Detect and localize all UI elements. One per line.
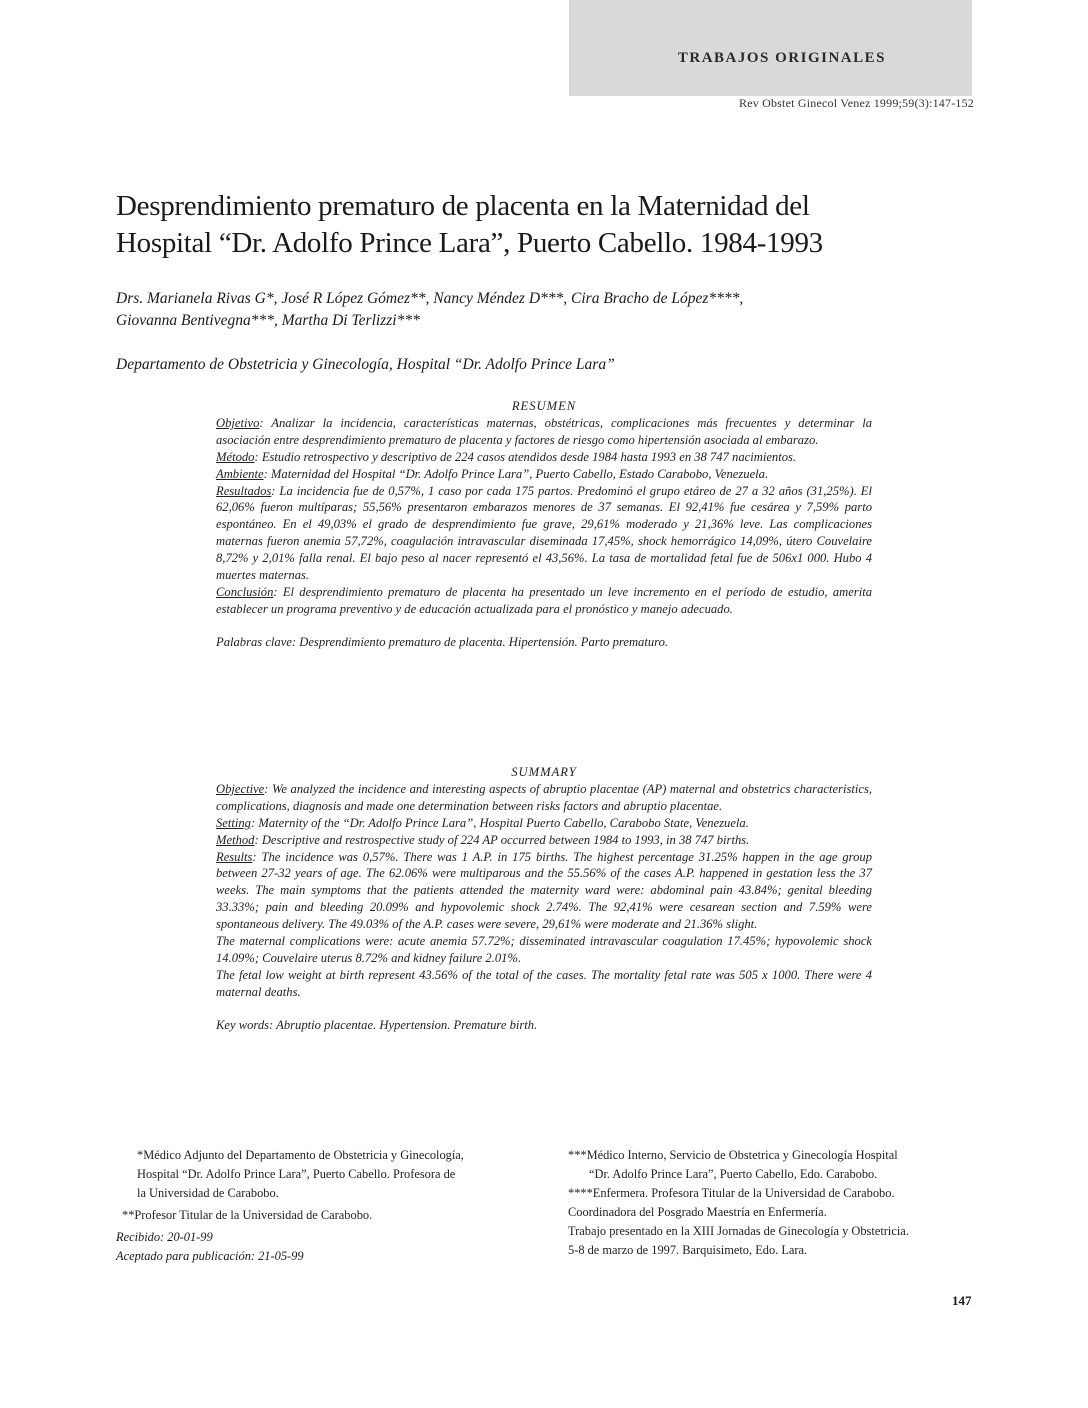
section-label: TRABAJOS ORIGINALES [677,50,886,66]
received-date: Recibido: 20-01-99 [116,1230,213,1244]
article-title-line-1: Desprendimiento prematuro de placenta en la Maternidad del [116,190,810,222]
resumen-objetivo-text: : Analizar la incidencia, características maternas, obstétricas, complicaciones más frecuentes y determinar la asociación entre desprendimiento prematuro de placenta y factores de riesgo como hipertensión asociada al embarazo. [216,415,872,447]
summary-results [216,849,872,934]
summary-objective-label: Objective [216,781,265,796]
resumen-ambiente [216,466,872,483]
summary-complications: The maternal complications were: acute anemia 57.72%; disseminated intravascular coagulation 17.45%; hypovolemic shock 14.09%; Couvelaire uterus 8.72% and kidney failure 2.01%. [216,934,872,965]
resumen-resultados [216,483,872,584]
summary-results-text: : The incidence was 0,57%. There was 1 A.P. in 175 births. The highest percentage 31.25% happen in the age group between 27-32 years of age. The 62.06% were multiparous and the 55.56% of the cases A.P. happened in gestation less the 37 weeks. The main symptoms that the patients attended the maternity ward were: abdominal pain 43.84%; genital bleeding 33.33%; pain and bleeding 20.09% and hypovolemic shock 2.74%. The 92,41% were cesarean section and 7.59% were spontaneous delivery. The 49.03% of the A.P. cases were severe, 29,61% were moderate and 21.36% slight. [216,849,872,932]
received-dates [116,1228,304,1266]
footnote-5-line-2: 5-8 de marzo de 1997. Barquisimeto, Edo. Lara. [568,1243,808,1257]
resumen-objetivo [216,415,872,449]
footnotes-left [116,1146,526,1225]
resumen-ambiente-label: Ambiente [216,466,264,481]
resumen-conclusion-label: Conclusión [216,584,274,599]
section-header-band [569,0,972,96]
summary-objective-text: : We analyzed the incidence and interesting aspects of abruptio placentae (AP) maternal and obstetrics characteristics, complications, diagnosis and made one determination between risks factors and abruptio placentae. [216,781,872,813]
summary-results-label: Results [216,849,253,864]
resumen-resultados-label: Resultados [216,483,272,498]
summary-setting [216,815,872,832]
summary-abstract [216,764,872,1034]
summary-fetal: The fetal low weight at birth represent 43.56% of the total of the cases. The mortality fetal rate was 505 x 1000. There were 4 maternal deaths. [216,967,872,999]
resumen-metodo-text: : Estudio retrospectivo y descriptivo de 224 casos atendidos desde 1984 hasta 1993 en 38 747 nacimientos. [254,449,797,464]
footnote-5-line-1: Trabajo presentado en la XIII Jornadas de Ginecología y Obstetricia. [568,1224,909,1238]
summary-method [216,832,872,849]
affiliation: Departamento de Obstetricia y Ginecología, Hospital “Dr. Adolfo Prince Lara” [116,356,615,373]
resumen-metodo-label: Método [216,449,255,464]
footnotes-right [568,1146,978,1260]
resumen-keywords: Palabras clave: Desprendimiento prematuro de placenta. Hipertensión. Parto prematuro. [216,634,669,649]
article-title-line-2: Hospital “Dr. Adolfo Prince Lara”, Puerto Cabello. 1984-1993 [116,227,823,259]
footnote-1-line-3: la Universidad de Carabobo. [137,1186,279,1200]
resumen-objetivo-label: Objetivo [216,415,260,430]
summary-setting-text: : Maternity of the “Dr. Adolfo Prince Lara”, Hospital Puerto Cabello, Carabobo State, Venezuela. [250,815,749,830]
page-number: 147 [952,1293,972,1308]
footnote-4-line-2: Coordinadora del Posgrado Maestría en Enfermería. [568,1205,827,1219]
author-list-line-1: Drs. Marianela Rivas G*, José R López Gómez**, Nancy Méndez D***, Cira Bracho de López****, [116,290,744,307]
resumen-abstract [216,398,872,651]
accepted-date: Aceptado para publicación: 21-05-99 [116,1249,304,1263]
resumen-ambiente-text: : Maternidad del Hospital “Dr. Adolfo Prince Lara”, Puerto Cabello, Estado Carabobo, Venezuela. [263,466,769,481]
author-list [116,288,956,332]
summary-keywords: Key words: Abruptio placentae. Hypertension. Premature birth. [216,1017,538,1032]
footnote-3-line-1: ***Médico Interno, Servicio de Obstetrica y Ginecología Hospital [568,1148,898,1162]
article-title [116,188,976,262]
resumen-resultados-text: : La incidencia fue de 0,57%, 1 caso por cada 175 partos. Predominó el grupo etáreo de 27 a 32 años (31,25%). El 62,06% fueron multíparas; 55,56% presentaron embarazos menores de 37 semanas. El 92,41% fue cesárea y 7,59% parto espontáneo. En el 49,03% el grado de desprendimiento fue grave, 29,61% moderado y 21,36% leve. Las complicaciones maternas fueron anemia 57,72%, coagulación intravascular diseminada 17,45%, shock hemorrágico 14,09%, útero Couvelaire 8,72% y 2,01% falla renal. El bajo peso al nacer representó el 43,56%. La tasa de mortalidad fetal fue de 506x1 000. Hubo 4 muertes maternas. [216,483,872,583]
summary-method-text: : Descriptive and restrospective study of 224 AP occurred between 1984 to 1993, in 38 747 births. [254,832,750,847]
resumen-heading: RESUMEN [511,399,577,413]
resumen-conclusion [216,584,872,618]
resumen-metodo [216,449,872,466]
journal-citation: Rev Obstet Ginecol Venez 1999;59(3):147-152 [738,96,974,110]
author-list-line-2: Giovanna Bentivegna***, Martha Di Terlizzi*** [116,312,420,329]
resumen-conclusion-text: : El desprendimiento prematuro de placenta ha presentado un leve incremento en el período de estudio, amerita establecer un programa preventivo y de educación actualizada para el pronóstico y manejo adecuado. [216,584,872,616]
footnote-3-line-2: “Dr. Adolfo Prince Lara”, Puerto Cabello, Edo. Carabobo. [589,1167,878,1181]
summary-objective [216,781,872,815]
summary-method-label: Method [216,832,255,847]
footnote-4-line-1: ****Enfermera. Profesora Titular de la Universidad de Carabobo. [568,1186,895,1200]
footnote-1-line-2: Hospital “Dr. Adolfo Prince Lara”, Puerto Cabello. Profesora de [137,1167,456,1181]
summary-setting-label: Setting [216,815,251,830]
footnote-2: **Profesor Titular de la Universidad de Carabobo. [122,1208,373,1222]
summary-heading: SUMMARY [511,765,577,779]
footnote-1-line-1: *Médico Adjunto del Departamento de Obstetricia y Ginecología, [137,1148,464,1162]
